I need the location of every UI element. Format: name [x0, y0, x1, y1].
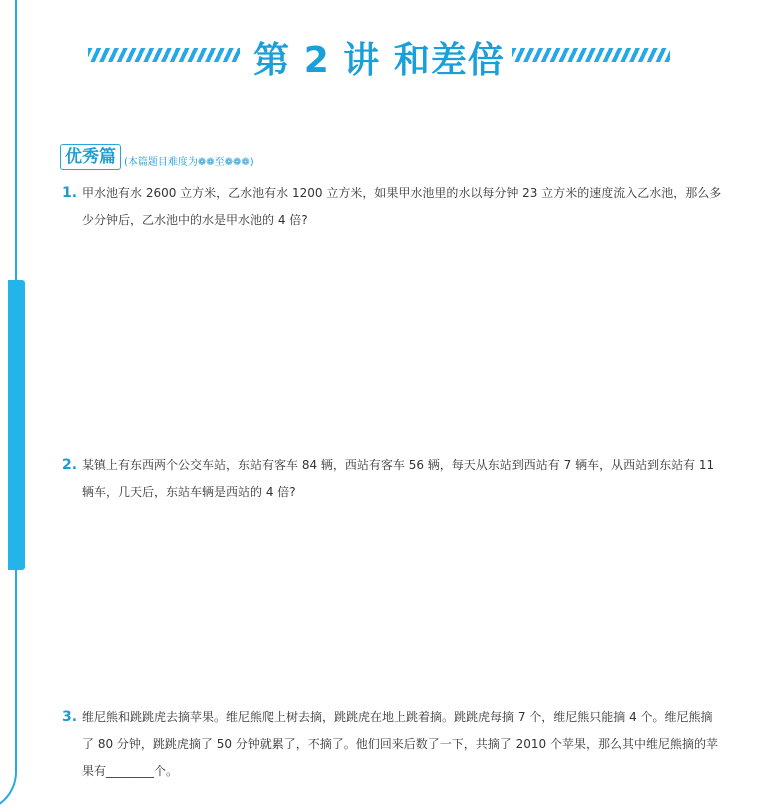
question-3 [62, 704, 722, 785]
page-title: 第 2 讲 和差倍 [253, 40, 505, 81]
title-stripes-right [512, 48, 670, 62]
question-text: 甲水池有水 2600 立方米，乙水池有水 1200 立方米，如果甲水池里的水以每分钟 23 立方米的速度流入乙水池，那么多少分钟后，乙水池中的水是甲水池的 4 倍? [82, 186, 722, 227]
section-header [60, 144, 254, 170]
question-text: 某镇上有东西两个公交车站，东站有客车 84 辆，西站有客车 56 辆，每天从东站到西站有 7 辆车，从西站到东站有 11 辆车，几天后，东站车辆是西站的 4 倍? [82, 458, 715, 499]
title-banner [0, 30, 771, 80]
difficulty-note: (本篇题目难度为❁❁至❁❁❁) [124, 157, 254, 168]
title-stripes-left [88, 48, 240, 62]
question-number: 3. [62, 709, 78, 725]
question-text: 维尼熊和跳跳虎去摘苹果。维尼熊爬上树去摘，跳跳虎在地上跳着摘。跳跳虎每摘 7 个，维尼熊只能摘 4 个。维尼熊摘了 80 分钟，跳跳虎摘了 50 分钟就累了，不摘了。他们回来后数了一下，共摘了 2010 个苹果，那么其中维尼熊摘的苹果有________个。 [82, 710, 718, 778]
question-2 [62, 452, 722, 506]
section-label: 优秀篇 [60, 144, 121, 170]
question-number: 2. [62, 457, 78, 473]
side-tab-marker [8, 280, 25, 570]
question-number: 1. [62, 185, 78, 201]
question-1 [62, 180, 722, 234]
